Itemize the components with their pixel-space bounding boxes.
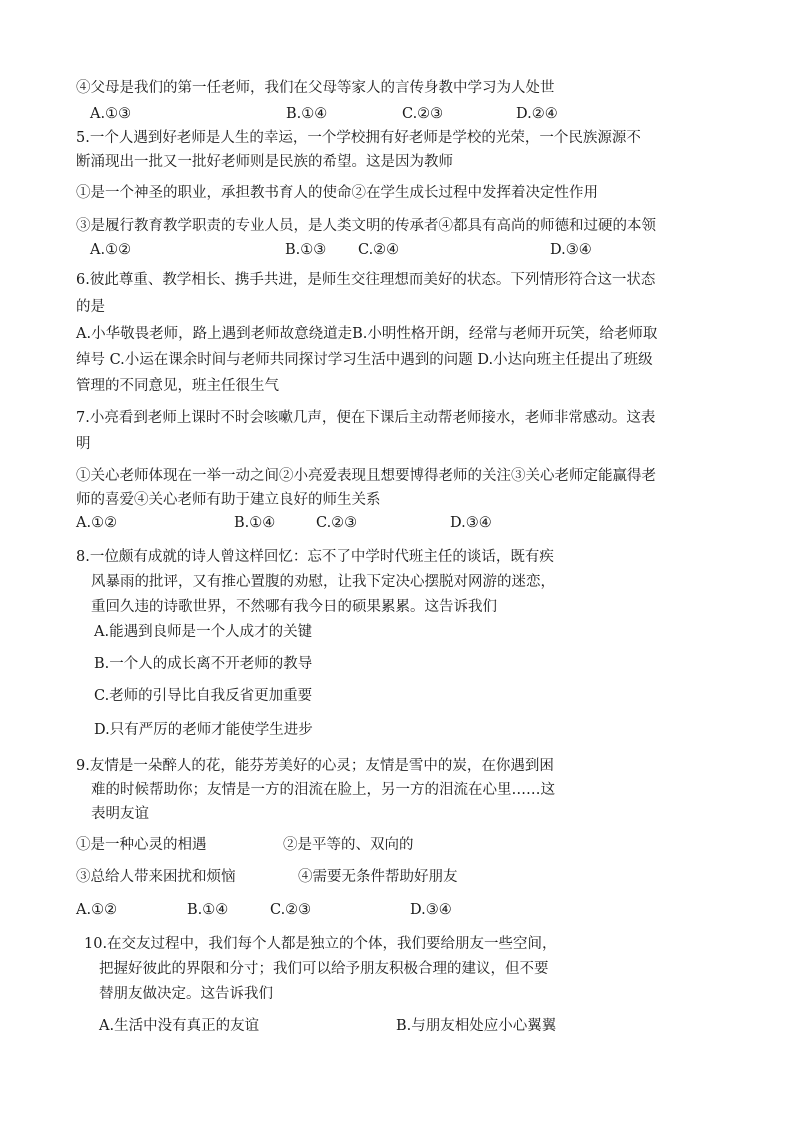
q8-option-a: A.能遇到良师是一个人成才的关键 (94, 624, 313, 640)
q9-statement-3: ③总给人带来困扰和烦恼 (76, 869, 236, 885)
q4-option-b: B.①④ (286, 106, 328, 122)
q7-option-c: C.②③ (316, 515, 358, 531)
q5-option-b: B.①③ (285, 242, 327, 258)
q8-stem-line-1: 8.一位颇有成就的诗人曾这样回忆：忘不了中学时代班主任的谈话，既有疾 (76, 549, 554, 565)
q7-option-d: D.③④ (450, 515, 492, 531)
q9-statement-4: ④需要无条件帮助好朋友 (298, 869, 458, 885)
q8-stem-line-2: 风暴雨的批评，又有推心置腹的劝慰，让我下定决心摆脱对网游的迷恋， (91, 574, 555, 590)
q9-stem-line-3: 表明友谊 (91, 806, 149, 822)
q5-option-c: C.②④ (358, 242, 400, 258)
q9-statement-1: ①是一种心灵的相遇 (76, 837, 207, 853)
q6-options-line-2: 绰号 C.小运在课余时间与老师共同探讨学习生活中遇到的问题 D.小达向班主任提出了班级 (76, 352, 653, 368)
q9-statement-2: ②是平等的、双向的 (283, 837, 414, 853)
q4-statement-4: ④父母是我们的第一任老师，我们在父母等家人的言传身教中学习为人处世 (76, 80, 555, 96)
q5-stem-line-1: 5.一个人遇到好老师是人生的幸运，一个学校拥有好老师是学校的光荣，一个民族源源不 (76, 130, 641, 146)
q6-stem-line-1: 6.彼此尊重、教学相长、携手共进，是师生交往理想而美好的状态。下列情形符合这一状态 (76, 272, 656, 288)
q6-options-line-3: 管理的不同意见，班主任很生气 (76, 378, 279, 394)
q10-option-a: A.生活中没有真正的友谊 (99, 1018, 260, 1034)
q8-option-c: C.老师的引导比自我反省更加重要 (94, 688, 313, 704)
q7-stem-line-2: 明 (76, 436, 91, 452)
q5-statements-line-2: ③是履行教育教学职责的专业人员，是人类文明的传承者④都具有高尚的师德和过硬的本领 (76, 218, 656, 234)
q7-statements-line-2: 师的喜爱④关心老师有助于建立良好的师生关系 (76, 492, 381, 508)
q8-stem-line-3: 重回久违的诗歌世界，不然哪有我今日的硕果累累。这告诉我们 (91, 599, 497, 615)
q8-option-b: B.一个人的成长离不开老师的教导 (94, 656, 313, 672)
q7-stem-line-1: 7.小亮看到老师上课时不时会咳嗽几声，便在下课后主动帮老师接水，老师非常感动。这表 (76, 410, 656, 426)
q5-option-d: D.③④ (550, 242, 592, 258)
q7-option-b: B.①④ (234, 515, 276, 531)
q4-option-c: C.②③ (402, 106, 444, 122)
q7-option-a: A.①② (76, 515, 118, 531)
q9-option-d: D.③④ (410, 902, 452, 918)
q6-stem-line-2: 的是 (76, 299, 105, 315)
q7-statements-line-1: ①关心老师体现在一举一动之间②小亮爱表现且想要博得老师的关注③关心老师定能赢得老 (76, 468, 656, 484)
q4-option-d: D.②④ (516, 106, 558, 122)
q9-option-c: C.②③ (270, 902, 312, 918)
q10-option-b: B.与朋友相处应小心翼翼 (396, 1018, 557, 1034)
q5-option-a: A.①② (90, 242, 132, 258)
q10-stem-line-2: 把握好彼此的界限和分寸；我们可以给予朋友积极合理的建议，但不要 (99, 961, 549, 977)
q10-stem-line-1: 10.在交友过程中，我们每个人都是独立的个体，我们要给朋友一些空间， (84, 936, 557, 952)
q8-option-d: D.只有严厉的老师才能使学生进步 (94, 722, 313, 738)
q10-stem-line-3: 替朋友做决定。这告诉我们 (99, 986, 273, 1002)
q6-options-line-1: A.小华敬畏老师，路上遇到老师故意绕道走B.小明性格开朗，经常与老师开玩笑，给老师取 (76, 326, 658, 342)
q9-stem-line-2: 难的时候帮助你；友情是一方的泪流在脸上，另一方的泪流在心里……这 (91, 782, 555, 798)
q9-option-a: A.①② (76, 902, 118, 918)
q9-option-b: B.①④ (187, 902, 229, 918)
q5-statements-line-1: ①是一个神圣的职业，承担教书育人的使命②在学生成长过程中发挥着决定性作用 (76, 185, 598, 201)
q5-stem-line-2: 断涌现出一批又一批好老师则是民族的希望。这是因为教师 (76, 154, 453, 170)
q9-stem-line-1: 9.友情是一朵醉人的花，能芬芳美好的心灵；友情是雪中的炭，在你遇到困 (76, 758, 554, 774)
q4-option-a: A.①③ (90, 106, 132, 122)
